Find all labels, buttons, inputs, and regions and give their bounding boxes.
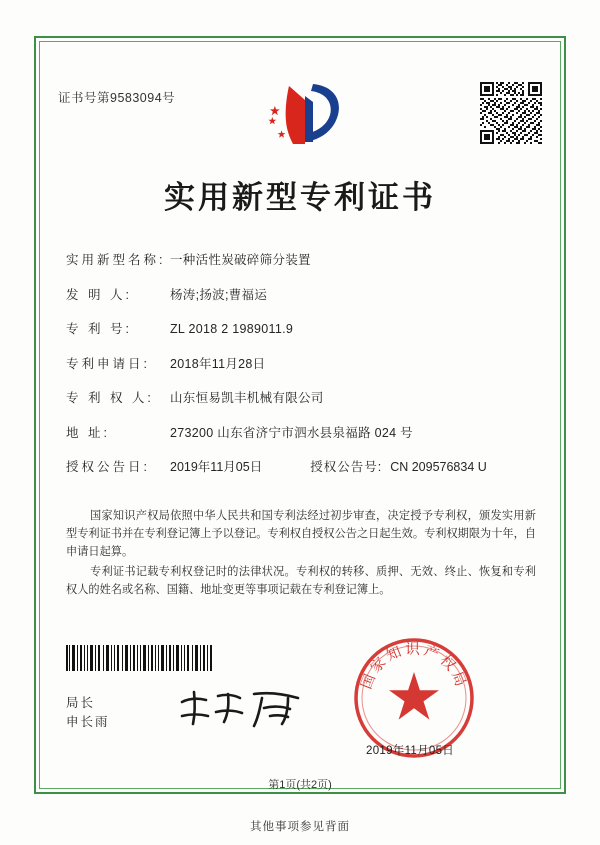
field-row: [66, 354, 536, 372]
field-value: ZL 2018 2 1989011.9: [170, 322, 294, 336]
paragraph: 专利证书记载专利权登记时的法律状况。专利权的转移、质押、无效、终止、恢复和专利权人的姓名或名称、国籍、地址变更等事项记载在专利登记簿上。: [66, 566, 536, 596]
field-label: 实用新型名称:: [66, 253, 166, 267]
field-value: 杨涛;扬波;曹福运: [170, 287, 268, 302]
legal-text: [66, 507, 536, 601]
barcode: [66, 645, 212, 671]
field-row: [66, 285, 536, 303]
grant-row: [66, 457, 536, 475]
field-label: 专 利 号:: [66, 322, 132, 336]
field-value: 山东恒易凯丰机械有限公司: [170, 391, 324, 405]
field-row: [66, 423, 536, 441]
director-block: [66, 694, 110, 732]
field-row: [66, 319, 536, 337]
field-label: 专 利 权 人:: [66, 391, 154, 405]
certificate-fields: [66, 250, 536, 492]
director-name: 申长雨: [66, 715, 110, 729]
director-title: 局长: [66, 696, 96, 710]
field-label: 专利申请日:: [66, 356, 150, 371]
seal-date: 2019年11月05日: [366, 745, 455, 757]
svg-text:国家知识产权局: 国家知识产权局: [358, 642, 470, 692]
page-title: 实用新型专利证书: [164, 180, 436, 216]
field-row: [66, 250, 536, 268]
field-row: [66, 388, 536, 406]
grant-number-value: CN 209576834 U: [390, 460, 487, 474]
field-value: 273200 山东省济宁市泗水县泉福路 024 号: [170, 425, 413, 440]
paragraph: 国家知识产权局依照中华人民共和国专利法经过初步审查，决定授予专利权，颁发实用新型专利证书并在专利登记簿上予以登记。专利权自授权公告之日起生效。专利权期限为十年，自申请日起算。: [66, 510, 536, 558]
handwritten-signature: [176, 686, 306, 730]
grant-date-value: 2019年11月05日: [170, 460, 263, 474]
grant-number-label: 授权公告号:: [310, 460, 383, 474]
field-label: 地 址:: [66, 425, 110, 440]
field-value: 2018年11月28日: [170, 356, 266, 371]
footer-note: 其他事项参见背面: [250, 821, 350, 833]
certificate-number: 证书号第9583094号: [58, 91, 176, 105]
field-label: 发 明 人:: [66, 287, 132, 302]
field-value: 一种活性炭破碎筛分装置: [170, 253, 311, 267]
qr-code: [480, 82, 542, 144]
grant-date-label: 授权公告日:: [66, 460, 150, 474]
page-number: 第1页(共2页): [268, 779, 332, 791]
cnipa-logo: [253, 80, 347, 152]
